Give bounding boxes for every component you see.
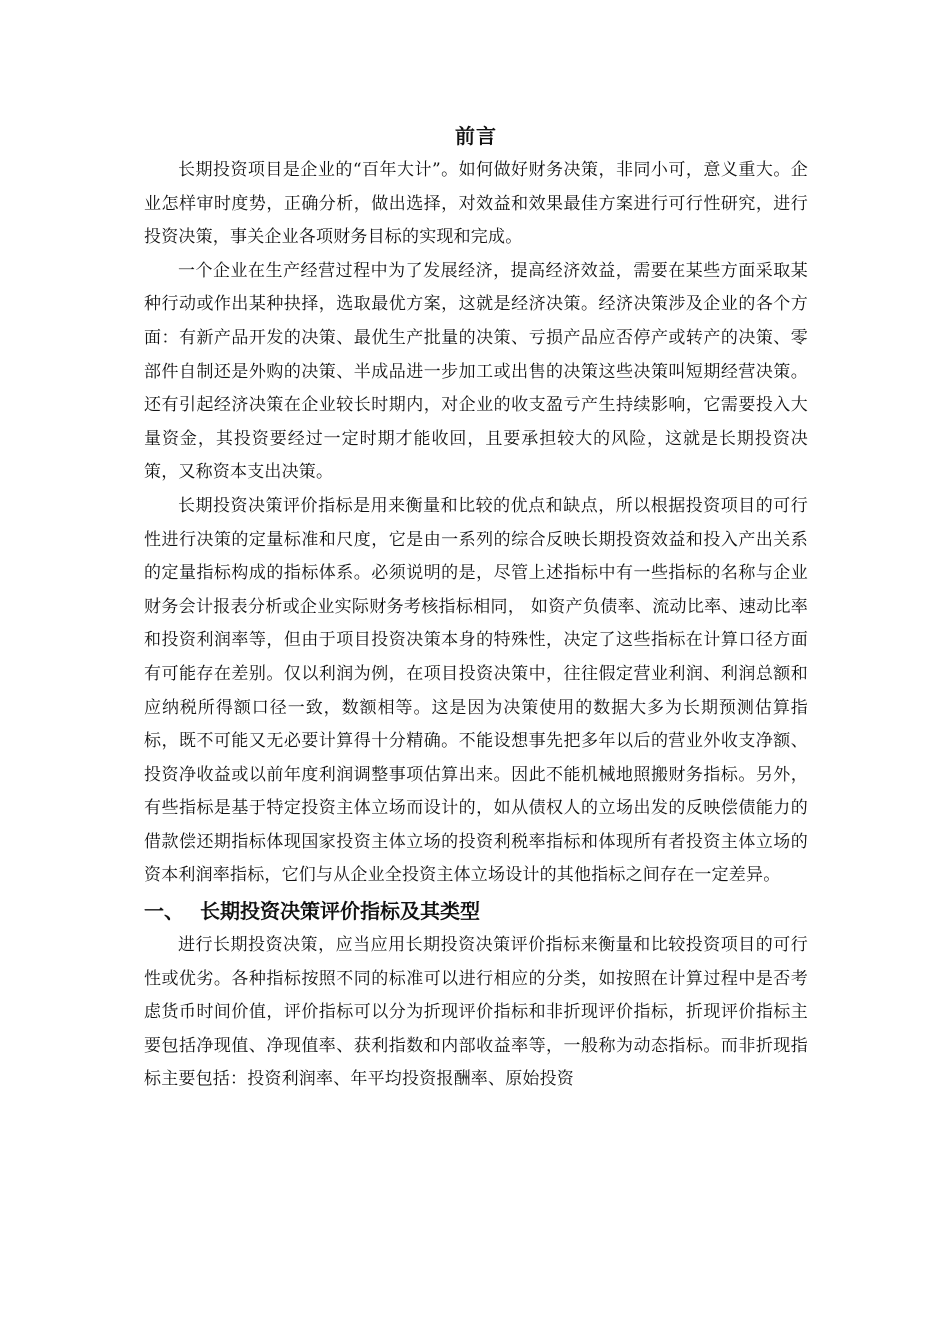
document-title: 前言 [455,124,497,148]
intro-paragraph-1: 长期投资项目是企业的“百年大计”。如何做好财务决策，非同小可，意义重大。企业怎样审时度势，正确分析，做出选择，对效益和效果最佳方案进行可行性研究，进行投资决策，事关企业各项财务目标的实现和完成。 [144,160,808,248]
document-page [144,118,808,1097]
section-paragraph: 进行长期投资决策，应当应用长期投资决策评价指标来衡量和比较投资项目的可行性或优劣。各种指标按照不同的标准可以进行相应的分类，如按照在计算过程中是否考虑货币时间价值，评价指标可以分为折现评价指标和非折现评价指标，折现评价指标主要包括净现值、净现值率、获利指数和内部收益率等，一般称为动态指标。而非折现指标主要包括：投资利润率、年平均投资报酬率、原始投资 [144,935,808,1090]
section-number: 一、 [144,899,184,924]
intro-paragraph-3: 长期投资决策评价指标是用来衡量和比较的优点和缺点，所以根据投资项目的可行性进行决策的定量标准和尺度，它是由一系列的综合反映长期投资效益和投入产出关系的定量指标构成的指标体系。必须说明的是，尽管上述指标中有一些指标的名称与企业财务会计报表分析或企业实际财务考核指标相同， 如资产负债率、流动比率、速动比率和投资利润率等，但由于项目投资决策本身的特殊性，决定了这些指标在计算口径方面有可能存在差别。仅以利润为例，在项目投资决策中，往往假定营业利润、利润总额和应纳税所得额口径一致，数额相等。这是因为决策使用的数据大多为长期预测估算指标，既不可能又无必要计算得十分精确。不能设想事先把多年以后的营业外收支净额、投资净收益或以前年度利润调整事项估算出来。因此不能机械地照搬财务指标。另外，有些指标是基于特定投资主体立场而设计的，如从债权人的立场出发的反映偿债能力的借款偿还期指标体现国家投资主体立场的投资利税率指标和体现所有者投资主体立场的资本利润率指标，它们与从企业全投资主体立场设计的其他指标之间存在一定差异。 [144,495,808,886]
intro-paragraph-2: 一个企业在生产经营过程中为了发展经济，提高经济效益，需要在某些方面采取某种行动或作出某种抉择，选取最优方案，这就是经济决策。经济决策涉及企业的各个方面：有新产品开发的决策、最优生产批量的决策、亏损产品应否停产或转产的决策、零部件自制还是外购的决策、半成品进一步加工或出售的决策这些决策叫短期经营决策。还有引起经济决策在企业较长时期内，对企业的收支盈亏产生持续影响，它需要投入大量资金，其投资要经过一定时期才能收回，且要承担较大的风险，这就是长期投资决策，又称资本支出决策。 [144,260,808,483]
section-heading [144,893,808,929]
section-title: 长期投资决策评价指标及其类型 [200,899,480,924]
